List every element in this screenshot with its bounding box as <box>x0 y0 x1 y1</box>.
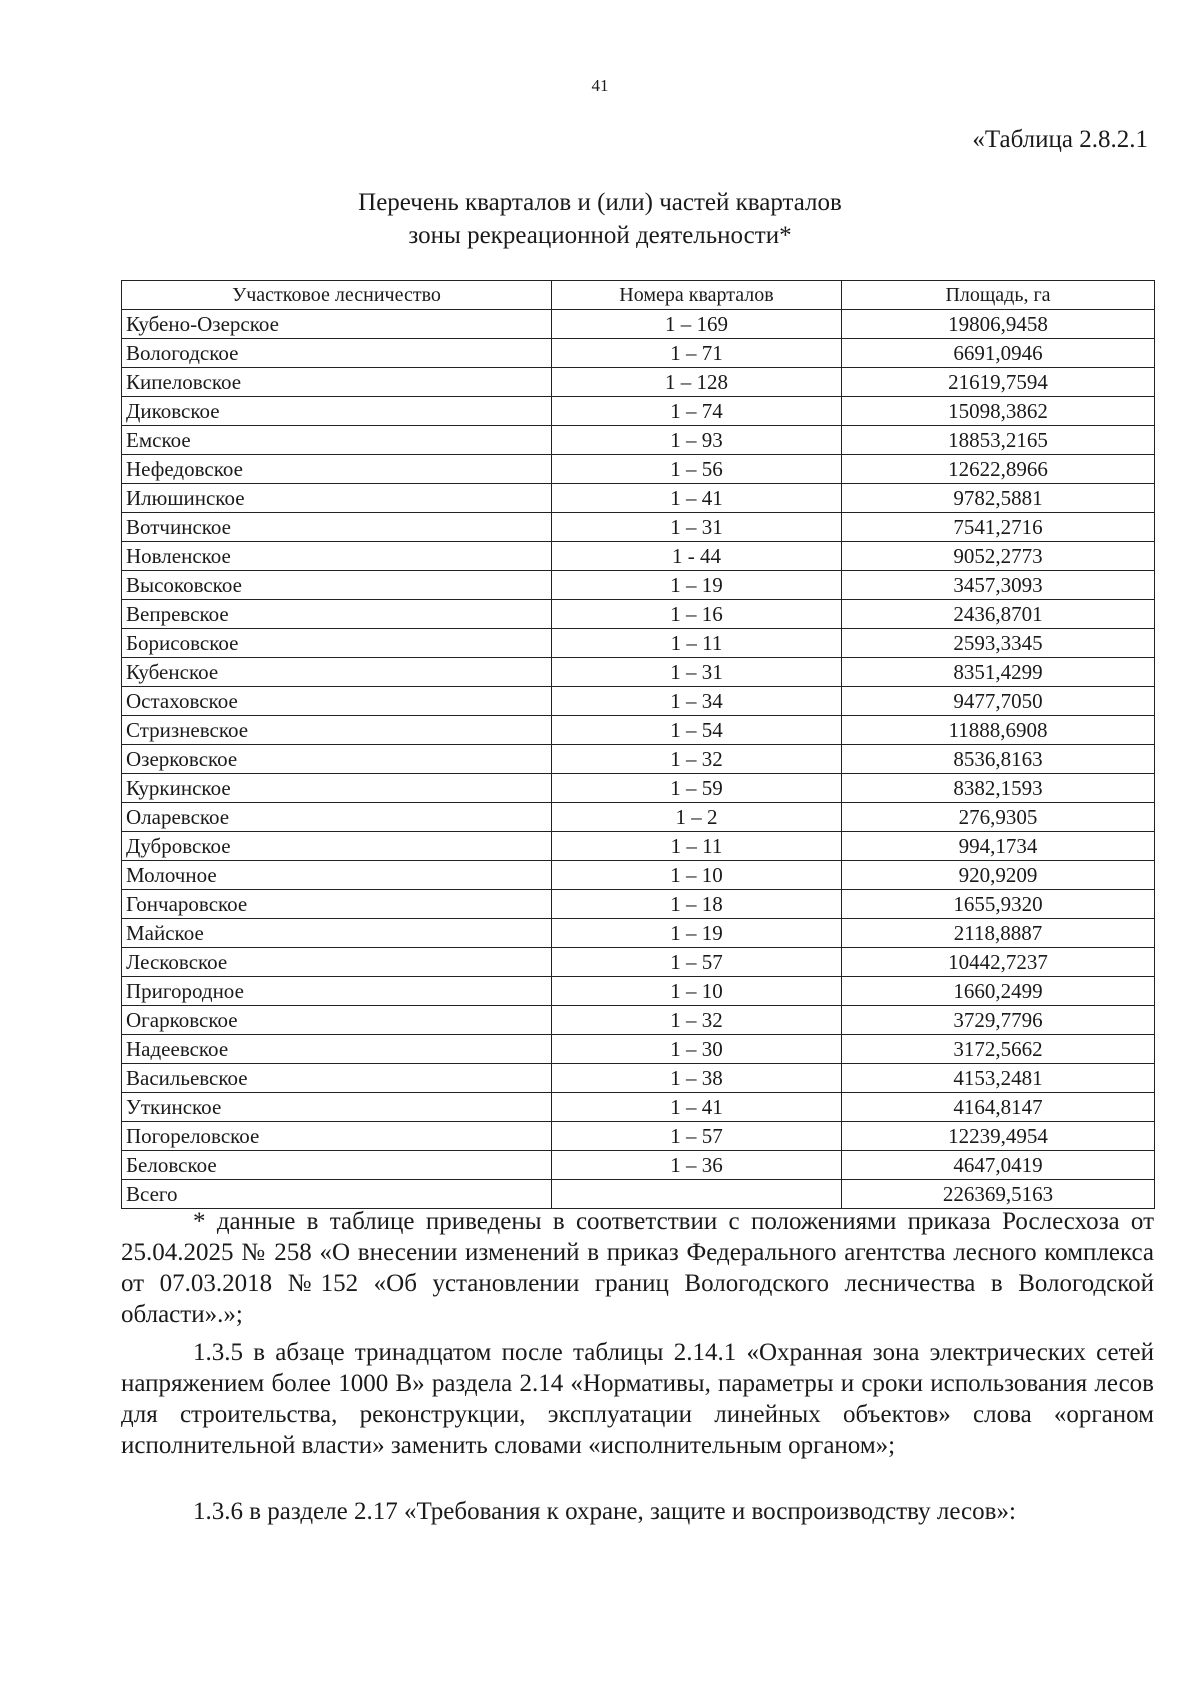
cell-area: 9477,7050 <box>842 687 1155 716</box>
cell-area: 920,9209 <box>842 861 1155 890</box>
cell-quarters: 1 – 71 <box>552 339 842 368</box>
cell-forestry: Васильевское <box>122 1064 552 1093</box>
cell-quarters: 1 - 44 <box>552 542 842 571</box>
cell-area: 994,1734 <box>842 832 1155 861</box>
cell-forestry: Гончаровское <box>122 890 552 919</box>
header-quarters: Номера кварталов <box>552 281 842 310</box>
cell-quarters: 1 – 11 <box>552 629 842 658</box>
cell-quarters: 1 – 54 <box>552 716 842 745</box>
table-row <box>122 339 1155 368</box>
cell-area: 12622,8966 <box>842 455 1155 484</box>
cell-area: 12239,4954 <box>842 1122 1155 1151</box>
cell-area: 3172,5662 <box>842 1035 1155 1064</box>
cell-quarters: 1 – 56 <box>552 455 842 484</box>
table-row <box>122 687 1155 716</box>
cell-forestry: Кипеловское <box>122 368 552 397</box>
cell-forestry: Кубено-Озерское <box>122 310 552 339</box>
cell-quarters: 1 – 10 <box>552 861 842 890</box>
table-title <box>0 186 1200 252</box>
table-row <box>122 397 1155 426</box>
table-row <box>122 1151 1155 1180</box>
cell-area: 9782,5881 <box>842 484 1155 513</box>
cell-quarters: 1 – 31 <box>552 513 842 542</box>
table-row <box>122 368 1155 397</box>
cell-forestry: Дубровское <box>122 832 552 861</box>
cell-area: 11888,6908 <box>842 716 1155 745</box>
table-row <box>122 745 1155 774</box>
cell-forestry: Надеевское <box>122 1035 552 1064</box>
table-row <box>122 1035 1155 1064</box>
cell-area: 18853,2165 <box>842 426 1155 455</box>
table-title-line-2: зоны рекреационной деятельности* <box>408 222 792 249</box>
cell-quarters: 1 – 128 <box>552 368 842 397</box>
cell-area: 1655,9320 <box>842 890 1155 919</box>
cell-forestry: Емское <box>122 426 552 455</box>
cell-area: 4647,0419 <box>842 1151 1155 1180</box>
cell-quarters: 1 – 74 <box>552 397 842 426</box>
cell-quarters: 1 – 57 <box>552 948 842 977</box>
table-row <box>122 455 1155 484</box>
table-row <box>122 513 1155 542</box>
header-forestry: Участковое лесничество <box>122 281 552 310</box>
cell-area: 4153,2481 <box>842 1064 1155 1093</box>
table-row <box>122 1064 1155 1093</box>
table-caption: «Таблица 2.8.2.1 <box>972 126 1148 153</box>
cell-area: 1660,2499 <box>842 977 1155 1006</box>
cell-forestry: Беловское <box>122 1151 552 1180</box>
paragraph-1-3-6: 1.3.6 в разделе 2.17 «Требования к охране, защите и воспроизводству лесов»: <box>193 1498 1016 1525</box>
table-row <box>122 484 1155 513</box>
cell-forestry: Вологодское <box>122 339 552 368</box>
cell-quarters: 1 – 19 <box>552 919 842 948</box>
table-row <box>122 571 1155 600</box>
cell-forestry: Высоковское <box>122 571 552 600</box>
cell-area: 8351,4299 <box>842 658 1155 687</box>
cell-forestry: Стризневское <box>122 716 552 745</box>
table-row <box>122 629 1155 658</box>
cell-area: 2118,8887 <box>842 919 1155 948</box>
cell-quarters: 1 – 19 <box>552 571 842 600</box>
table-row <box>122 542 1155 571</box>
header-area: Площадь, га <box>842 281 1155 310</box>
table-row <box>122 890 1155 919</box>
cell-quarters: 1 – 10 <box>552 977 842 1006</box>
cell-quarters: 1 – 57 <box>552 1122 842 1151</box>
cell-area: 3457,3093 <box>842 571 1155 600</box>
table-header-row <box>122 281 1155 310</box>
cell-quarters: 1 – 30 <box>552 1035 842 1064</box>
paragraph-1-3-5: 1.3.5 в абзаце тринадцатом после таблицы 2.14.1 «Охранная зона электрических сетей напряжением более 1000 В» раздела 2.14 «Нормативы, параметры и сроки использования лесов для строительства, реконструкции, эксплуатации линейных объектов» слова «органом исполнительной власти» заменить словами «исполнительным органом»; <box>121 1339 1154 1459</box>
cell-quarters <box>552 1180 842 1209</box>
forestry-table <box>121 280 1155 1209</box>
cell-forestry: Озерковское <box>122 745 552 774</box>
cell-forestry: Борисовское <box>122 629 552 658</box>
cell-forestry: Остаховское <box>122 687 552 716</box>
table-row <box>122 774 1155 803</box>
table-row <box>122 310 1155 339</box>
cell-area: 19806,9458 <box>842 310 1155 339</box>
table-row <box>122 803 1155 832</box>
cell-area: 226369,5163 <box>842 1180 1155 1209</box>
cell-forestry: Оларевское <box>122 803 552 832</box>
cell-forestry: Пригородное <box>122 977 552 1006</box>
table-title-line-1: Перечень кварталов и (или) частей кварталов <box>358 189 842 216</box>
cell-forestry: Вепревское <box>122 600 552 629</box>
cell-forestry: Вотчинское <box>122 513 552 542</box>
cell-forestry: Уткинское <box>122 1093 552 1122</box>
cell-quarters: 1 – 31 <box>552 658 842 687</box>
cell-forestry: Молочное <box>122 861 552 890</box>
cell-area: 7541,2716 <box>842 513 1155 542</box>
cell-quarters: 1 – 169 <box>552 310 842 339</box>
cell-forestry: Кубенское <box>122 658 552 687</box>
cell-forestry: Илюшинское <box>122 484 552 513</box>
cell-area: 10442,7237 <box>842 948 1155 977</box>
cell-forestry: Огарковское <box>122 1006 552 1035</box>
table-row <box>122 861 1155 890</box>
cell-quarters: 1 – 36 <box>552 1151 842 1180</box>
cell-quarters: 1 – 41 <box>552 1093 842 1122</box>
cell-area: 3729,7796 <box>842 1006 1155 1035</box>
table-row <box>122 1122 1155 1151</box>
table-row <box>122 600 1155 629</box>
cell-quarters: 1 – 41 <box>552 484 842 513</box>
cell-forestry: Диковское <box>122 397 552 426</box>
table-row <box>122 1006 1155 1035</box>
table-row <box>122 948 1155 977</box>
cell-forestry: Новленское <box>122 542 552 571</box>
footnote: * данные в таблице приведены в соответствии с положениями приказа Рослесхоза от 25.04.2025 № 258 «О внесении изменений в приказ Федерального агентства лесного комплекса от 07.03.2018 №152 «Об установлении границ Вологодского лесничества в Вологодской области».»; <box>121 1208 1154 1328</box>
cell-area: 2593,3345 <box>842 629 1155 658</box>
cell-area: 6691,0946 <box>842 339 1155 368</box>
cell-area: 9052,2773 <box>842 542 1155 571</box>
page-number: 41 <box>591 76 609 95</box>
cell-area: 8536,8163 <box>842 745 1155 774</box>
cell-forestry: Нефедовское <box>122 455 552 484</box>
table-body <box>122 310 1155 1209</box>
table-row <box>122 716 1155 745</box>
table-row <box>122 426 1155 455</box>
cell-forestry: Куркинское <box>122 774 552 803</box>
cell-area: 8382,1593 <box>842 774 1155 803</box>
cell-quarters: 1 – 11 <box>552 832 842 861</box>
table-row <box>122 977 1155 1006</box>
cell-quarters: 1 – 93 <box>552 426 842 455</box>
table-row <box>122 832 1155 861</box>
cell-quarters: 1 – 59 <box>552 774 842 803</box>
cell-area: 276,9305 <box>842 803 1155 832</box>
cell-quarters: 1 – 32 <box>552 1006 842 1035</box>
cell-forestry: Погореловское <box>122 1122 552 1151</box>
cell-area: 15098,3862 <box>842 397 1155 426</box>
cell-quarters: 1 – 2 <box>552 803 842 832</box>
table-row <box>122 1093 1155 1122</box>
cell-quarters: 1 – 16 <box>552 600 842 629</box>
cell-forestry: Лесковское <box>122 948 552 977</box>
cell-forestry: Майское <box>122 919 552 948</box>
cell-quarters: 1 – 32 <box>552 745 842 774</box>
cell-forestry: Всего <box>122 1180 552 1209</box>
cell-area: 4164,8147 <box>842 1093 1155 1122</box>
table-row <box>122 658 1155 687</box>
table-total-row <box>122 1180 1155 1209</box>
cell-area: 21619,7594 <box>842 368 1155 397</box>
cell-quarters: 1 – 34 <box>552 687 842 716</box>
table-row <box>122 919 1155 948</box>
cell-quarters: 1 – 18 <box>552 890 842 919</box>
cell-quarters: 1 – 38 <box>552 1064 842 1093</box>
cell-area: 2436,8701 <box>842 600 1155 629</box>
